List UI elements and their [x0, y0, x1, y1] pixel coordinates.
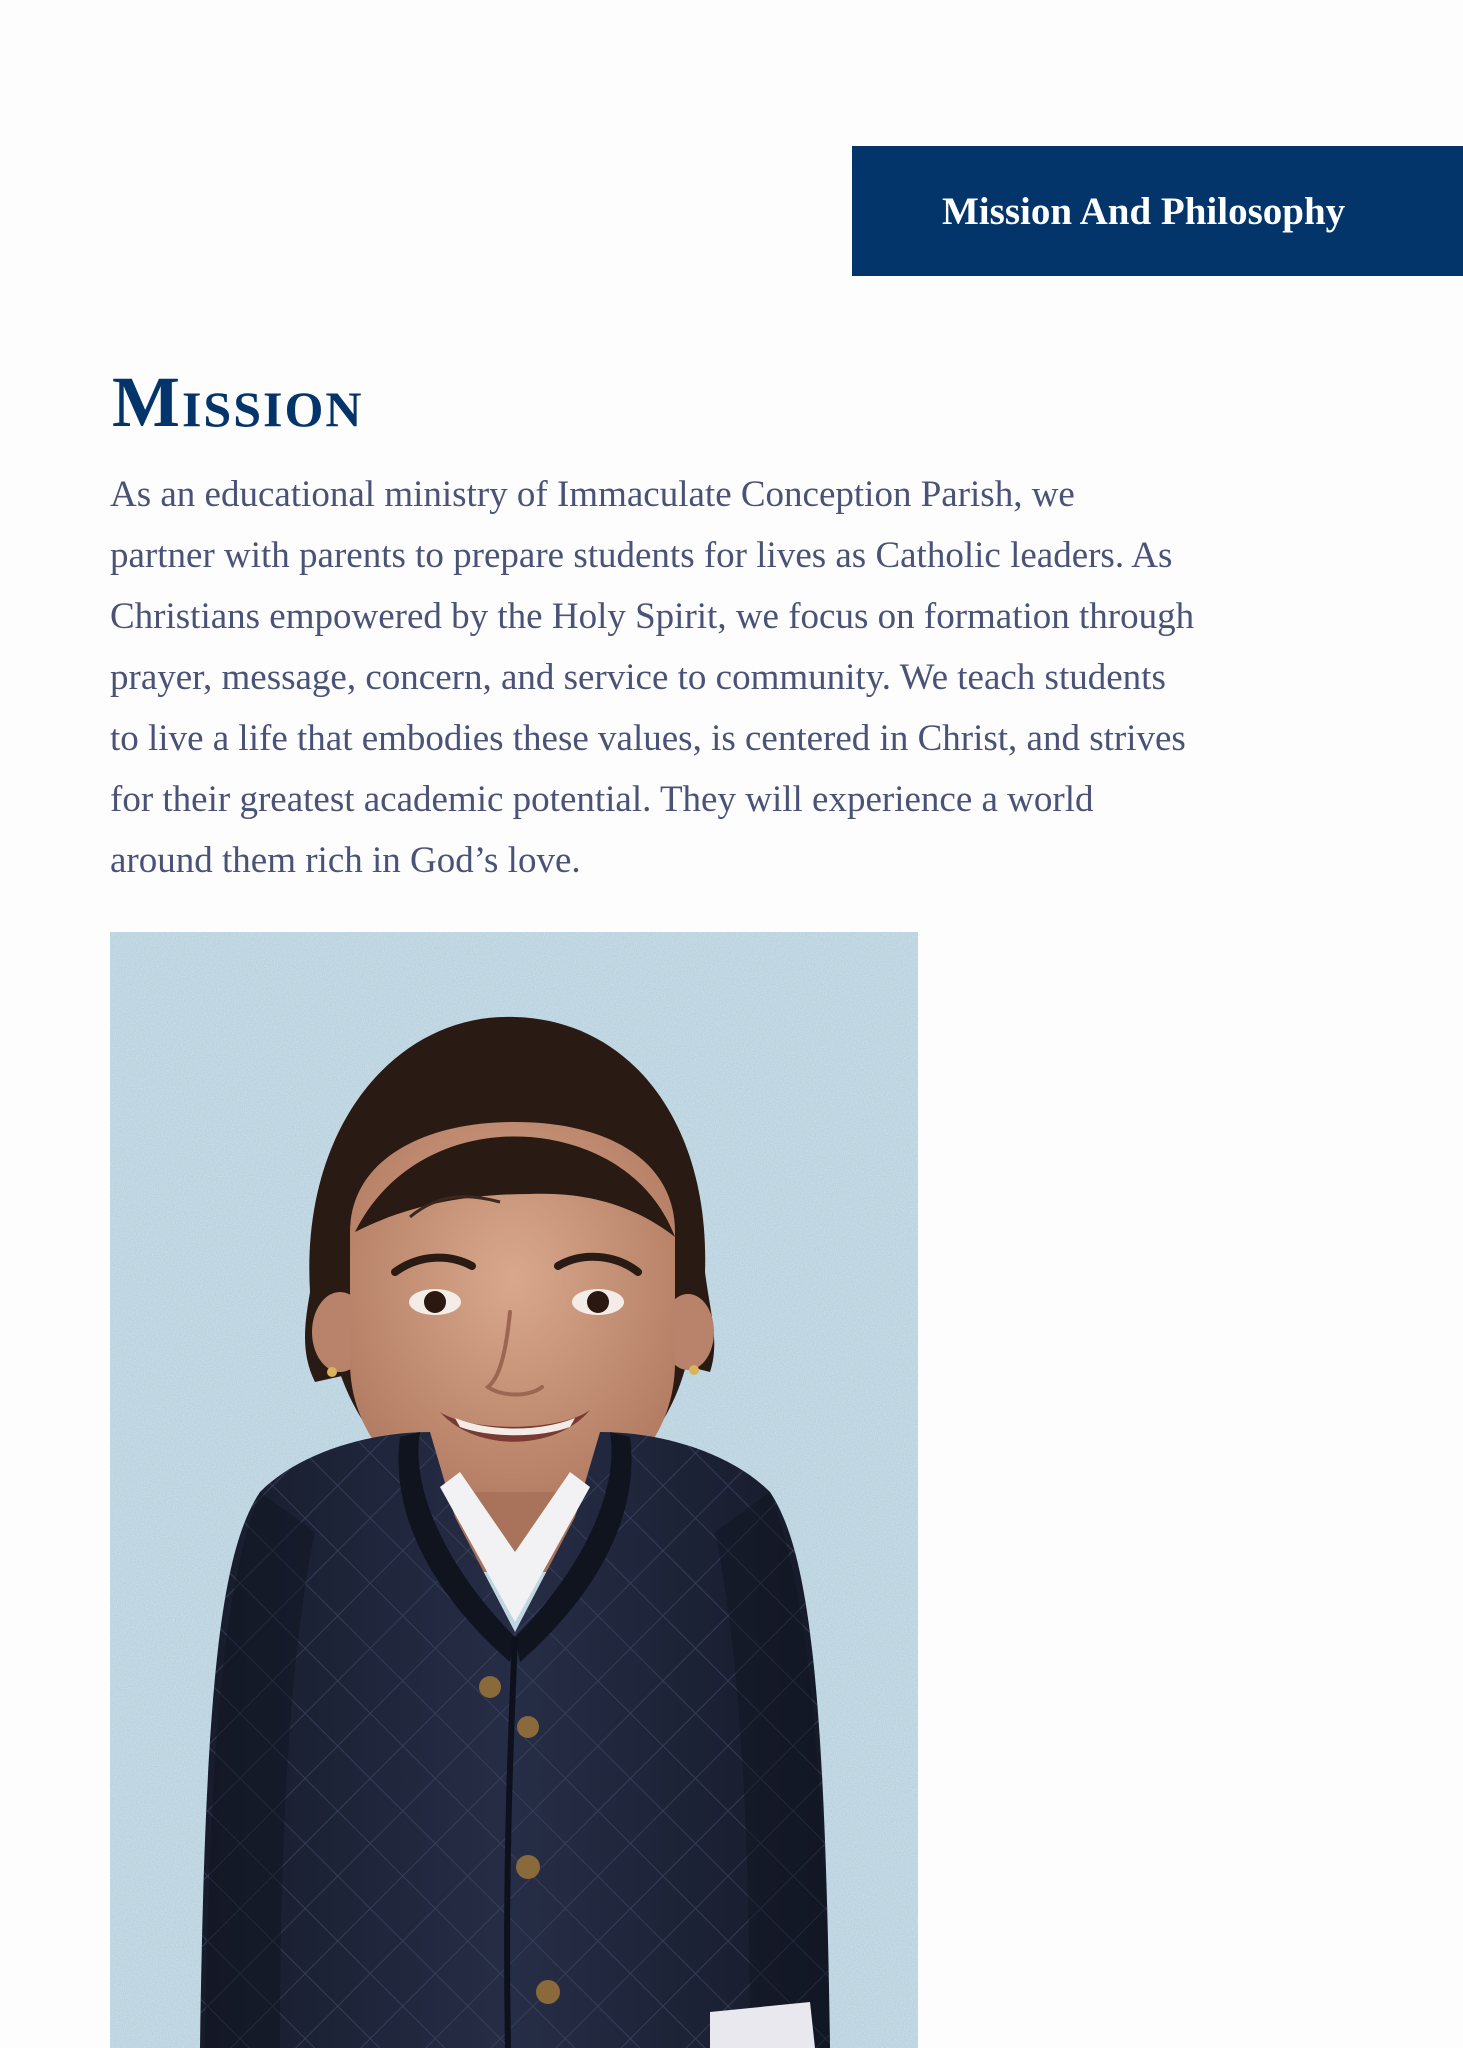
mission-line: prayer, message, concern, and service to community. We teach students — [110, 657, 1166, 698]
mission-line: to live a life that embodies these values, is centered in Christ, and strives — [110, 718, 1186, 759]
section-tab — [852, 146, 1463, 276]
mission-line: partner with parents to prepare students for lives as Catholic leaders. As — [110, 535, 1173, 576]
mission-heading: Mission — [112, 362, 364, 442]
photo-button — [479, 1676, 501, 1698]
mission-line: for their greatest academic potential. They will experience a world — [110, 779, 1094, 820]
mission-statement — [110, 464, 1340, 891]
photo-button — [516, 1855, 540, 1879]
mission-line: As an educational ministry of Immaculate Conception Parish, we — [110, 474, 1075, 515]
photo-button — [536, 1980, 560, 2004]
photo-button — [517, 1716, 539, 1738]
mission-line: around them rich in God’s love. — [110, 840, 581, 881]
student-photo — [110, 932, 918, 2048]
section-tab-label: Mission And Philosophy — [942, 189, 1346, 233]
mission-line: Christians empowered by the Holy Spirit, we focus on formation through — [110, 596, 1195, 637]
